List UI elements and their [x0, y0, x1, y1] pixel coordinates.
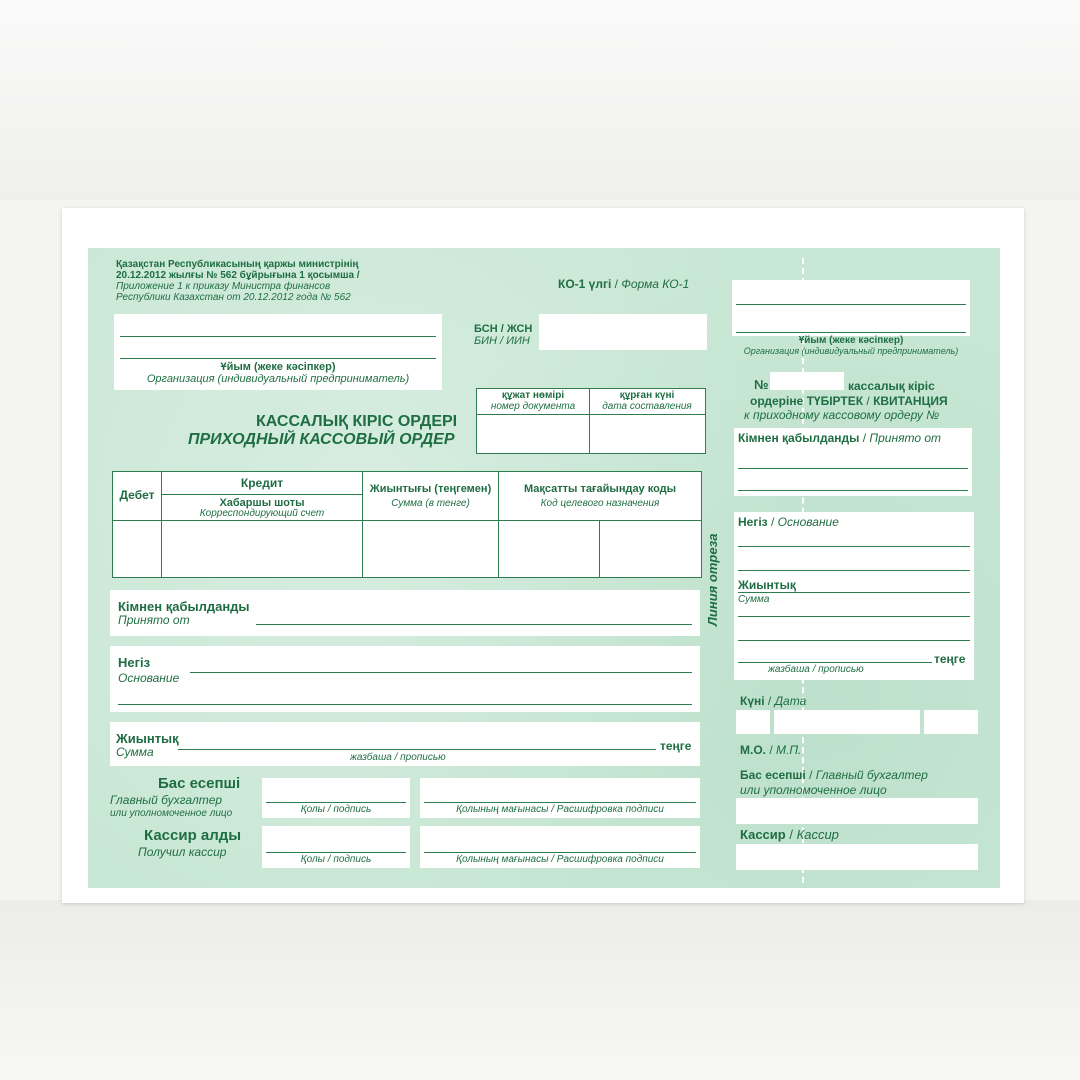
receipt-stamp-kz: М.О.	[740, 743, 766, 757]
receipt-number-input[interactable]	[770, 372, 844, 390]
cashier-label-ru: Получил кассир	[138, 845, 227, 859]
receipt-basis-line-2	[738, 570, 970, 571]
decree-kz-line-2: 20.12.2012 жылғы № 562 бұйрығына 1 қосымша /	[116, 270, 360, 281]
bin-label-ru: БИН / ИИН	[474, 335, 530, 347]
corr-account-kz: Хабаршы шоты	[219, 497, 305, 509]
debet-input[interactable]	[114, 522, 160, 576]
cashier-decode-line	[424, 852, 696, 853]
decree-kz-line-1: Қазақстан Республикасының қаржы министрінің	[116, 259, 359, 270]
doc-date-label-kz: құрған күні	[619, 390, 675, 401]
receipt-date-kz: Күні	[740, 694, 765, 708]
sum-input[interactable]	[364, 522, 497, 576]
receipt-date-ru: Дата	[774, 694, 807, 708]
basis-field[interactable]	[110, 646, 700, 712]
receipt-title-2-sep: /	[863, 394, 874, 408]
bin-input[interactable]	[539, 314, 707, 350]
receipt-total-line-3	[738, 640, 970, 641]
chief-label-kz: Бас есепші	[158, 775, 241, 792]
total-currency: теңге	[660, 739, 692, 753]
receipt-received-line-2	[738, 490, 968, 491]
doc-number-date-table	[476, 388, 706, 454]
cashier-sign-line	[266, 852, 406, 853]
receipt-date-label	[740, 695, 806, 707]
receipt-basis-sum-field[interactable]	[734, 512, 974, 680]
credit-subheader-line	[162, 494, 362, 495]
received-line	[256, 624, 692, 625]
code-input-1[interactable]	[500, 522, 598, 576]
receipt-total-line-2	[738, 616, 970, 617]
form-code	[558, 278, 689, 290]
receipt-title-2-ru: КВИТАНЦИЯ	[873, 394, 948, 408]
receipt-chief-sep: /	[805, 768, 816, 782]
chief-decode-line	[424, 802, 696, 803]
receipt-received-line-1	[738, 468, 968, 469]
doc-num-label-kz: құжат нөмірі	[501, 390, 565, 401]
receipt-org-line-2	[736, 332, 966, 333]
receipt-cashier-label	[740, 828, 839, 841]
debet-header: Дебет	[119, 488, 155, 502]
receipt-stamp-sep: /	[766, 743, 777, 757]
decree-ru-line-1: Приложение 1 к приказу Министра финансов	[116, 281, 331, 292]
receipt-date-day-input[interactable]	[736, 710, 770, 734]
receipt-org-line-1	[736, 304, 966, 305]
title-kz: КАССАЛЫҚ КІРІС ОРДЕРІ	[256, 413, 458, 430]
total-line	[178, 749, 656, 750]
receipt-basis-label	[738, 516, 839, 528]
receipt-received-ru: Принято от	[869, 431, 942, 445]
doc-number-input[interactable]	[479, 416, 587, 451]
form-code-sep: /	[611, 277, 622, 291]
doc-num-label-ru: номер документа	[490, 401, 576, 412]
received-label-kz: Кімнен қабылданды	[118, 599, 250, 614]
receipt-basis-ru: Основание	[777, 515, 839, 529]
receipt-chief-label	[740, 769, 928, 781]
code-header-kz: Мақсатты тағайындау коды	[523, 483, 677, 495]
cashier-label-kz: Кассир алды	[144, 827, 242, 844]
receipt-received-sep: /	[859, 431, 870, 445]
receipt-org-field[interactable]	[732, 280, 970, 336]
receipt-cashier-sep: /	[785, 827, 797, 842]
corr-account-input[interactable]	[163, 522, 361, 576]
form-code-kz: КО-1 үлгі	[558, 277, 612, 291]
chief-sign-line	[266, 802, 406, 803]
received-label-ru: Принято от	[118, 613, 190, 627]
code-input-2[interactable]	[601, 522, 700, 576]
chief-label-ru-2: или уполномоченное лицо	[110, 808, 233, 819]
receipt-title-2-kz: ордеріне ТҮБІРТЕК	[750, 394, 864, 408]
org-label-kz: Ұйым (жеке кәсіпкер)	[220, 361, 336, 373]
receipt-total-kz: Жиынтық	[738, 578, 796, 592]
total-label-kz: Жиынтық	[116, 731, 179, 746]
receipt-words-hint: жазбаша / прописью	[768, 664, 864, 675]
receipt-title-3: к приходному кассовому ордеру №	[744, 408, 940, 422]
basis-line-2	[118, 704, 692, 705]
receipt-cashier-ru: Кассир	[796, 827, 839, 842]
cash-receipt-order-form	[88, 248, 1000, 888]
receipt-date-year-input[interactable]	[924, 710, 978, 734]
org-line-1	[120, 336, 436, 337]
org-field[interactable]	[114, 314, 442, 390]
title-ru: ПРИХОДНЫЙ КАССОВЫЙ ОРДЕР	[188, 431, 455, 448]
cut-line-text: Линия отреза	[705, 533, 720, 626]
receipt-chief-ru-2: или уполномоченное лицо	[740, 783, 887, 797]
chief-label-ru: Главный бухгалтер	[110, 793, 223, 807]
basis-label-kz: Негіз	[118, 655, 151, 670]
basis-line-1	[190, 672, 692, 673]
receipt-received-kz: Кімнен қабылданды	[738, 431, 860, 445]
receipt-cashier-signature-input[interactable]	[736, 844, 978, 870]
org-label-ru: Организация (индивидуальный предприниматель)	[146, 373, 410, 385]
receipt-received-label	[738, 432, 941, 444]
chief-decode-field[interactable]	[420, 778, 700, 818]
receipt-total-line-4	[738, 662, 932, 663]
sum-header-kz: Жиынтығы (теңгемен)	[369, 483, 492, 495]
receipt-basis-sep: /	[767, 515, 778, 529]
doc-date-label-ru: дата составления	[602, 401, 692, 412]
cashier-decode-hint: Қолының мағынасы / Расшифровка подписи	[456, 854, 664, 865]
doc-date-input[interactable]	[591, 416, 703, 451]
background-top	[0, 0, 1080, 200]
receipt-date-sep: /	[764, 694, 775, 708]
org-line-2	[120, 358, 436, 359]
receipt-org-label-kz: Ұйым (жеке кәсіпкер)	[798, 335, 904, 346]
receipt-stamp-ru: М.П.	[776, 743, 802, 757]
table-header-line	[113, 520, 701, 521]
receipt-org-label-ru: Организация (индивидуальный предприниматель)	[743, 346, 959, 356]
total-field[interactable]	[110, 722, 700, 766]
receipt-stamp-label	[740, 744, 801, 756]
basis-label-ru: Основание	[118, 671, 180, 685]
bin-label-kz: БСН / ЖСН	[474, 323, 533, 335]
corr-account-ru: Корреспондирующий счет	[199, 508, 325, 519]
receipt-no-sign: №	[754, 377, 769, 392]
receipt-title-1: кассалық кіріс	[848, 379, 935, 393]
receipt-currency: теңге	[934, 652, 966, 666]
receipt-basis-line-1	[738, 546, 970, 547]
sum-header-ru: Сумма (в тенге)	[391, 498, 470, 509]
received-from-field[interactable]	[110, 590, 700, 636]
cashier-decode-field[interactable]	[420, 826, 700, 868]
chief-sign-hint: Қолы / подпись	[300, 804, 372, 815]
cashier-signature-field[interactable]	[262, 826, 410, 868]
chief-signature-field[interactable]	[262, 778, 410, 818]
receipt-total-ru: Сумма	[738, 594, 770, 605]
receipt-received-field[interactable]	[734, 428, 972, 496]
receipt-chief-ru: Главный бухгалтер	[815, 768, 928, 782]
decree-ru-line-2: Республики Казахстан от 20.12.2012 года № 562	[116, 292, 351, 303]
chief-decode-hint: Қолының мағынасы / Расшифровка подписи	[456, 804, 664, 815]
receipt-chief-kz: Бас есепші	[740, 768, 806, 782]
receipt-date-month-input[interactable]	[774, 710, 920, 734]
form-code-ru: Форма КО-1	[621, 277, 690, 291]
cashier-sign-hint: Қолы / подпись	[300, 854, 372, 865]
doc-table-header-line	[477, 414, 705, 415]
receipt-title-2	[750, 395, 948, 407]
total-label-ru: Сумма	[116, 745, 154, 759]
receipt-chief-signature-input[interactable]	[736, 798, 978, 824]
accounting-table	[112, 471, 702, 578]
receipt-cashier-kz: Кассир	[740, 827, 786, 842]
cut-line-label	[706, 506, 728, 626]
background-bottom	[0, 900, 1080, 1080]
receipt-total-line-1	[738, 592, 970, 593]
credit-header: Кредит	[240, 476, 284, 490]
code-header-ru: Код целевого назначения	[540, 498, 660, 509]
col-divider-4	[599, 520, 600, 577]
total-words-hint: жазбаша / прописью	[350, 752, 446, 763]
receipt-basis-kz: Негіз	[738, 515, 768, 529]
